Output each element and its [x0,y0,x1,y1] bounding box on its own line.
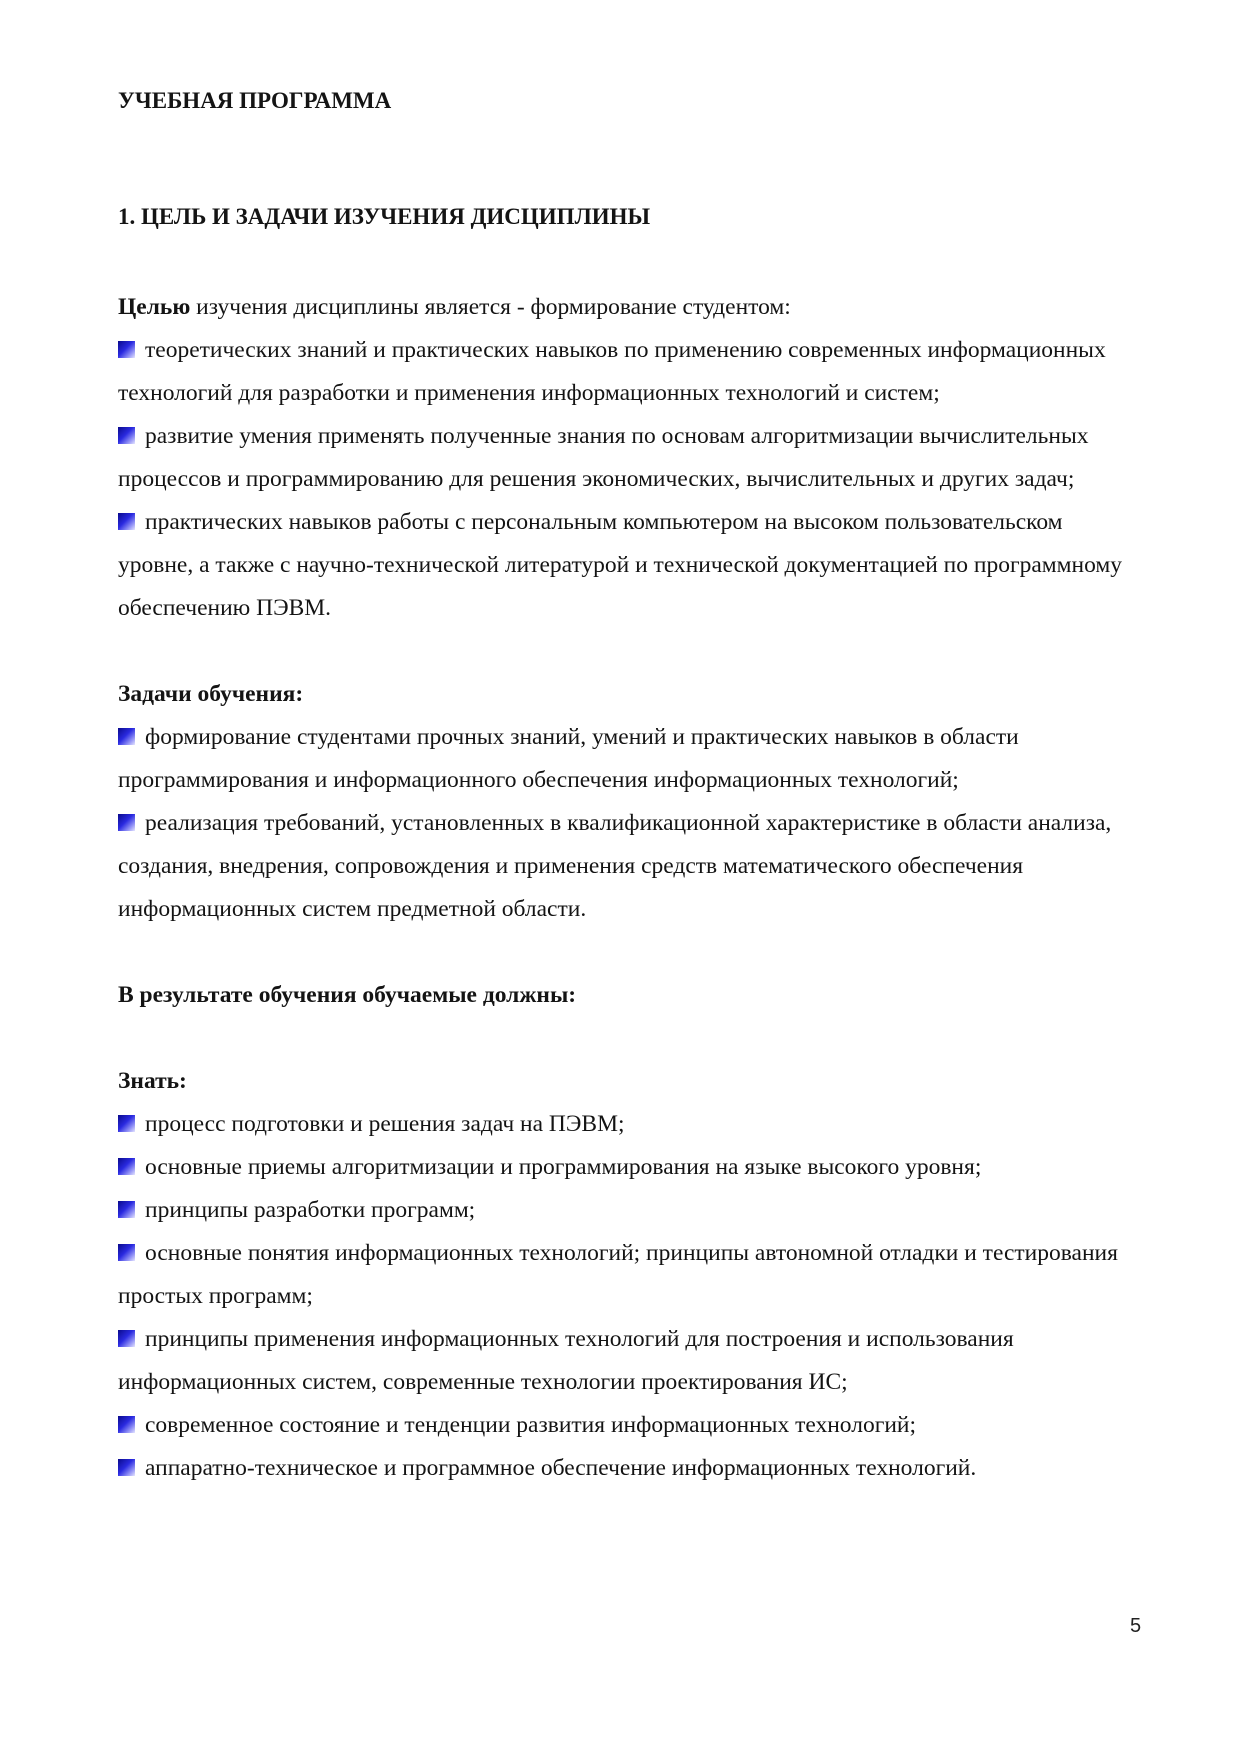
bullet-icon [118,427,135,444]
goal-list-item [118,329,1128,415]
bullet-icon [118,1459,135,1476]
goal-intro [118,286,1128,329]
bullet-icon [118,1244,135,1261]
tasks-list-item [118,716,1128,802]
know-heading: Знать: [118,1068,187,1094]
bullet-icon [118,1158,135,1175]
goal-lead-bold: Целью [118,294,191,320]
goal-list-item [118,501,1128,630]
results-heading: В результате обучения обучаемые должны: [118,982,577,1008]
tasks-list-item [118,802,1128,931]
bullet-icon [118,1330,135,1347]
know-list-item [118,1103,1128,1146]
goal-item-text: теоретических знаний и практических навыков по применению современных информационных технологий для разработки и применения информационных технологий и систем; [118,337,1106,406]
know-list-item [118,1232,1128,1318]
bullet-icon [118,728,135,745]
know-list-item [118,1447,1128,1490]
bullet-icon [118,341,135,358]
tasks-item-text: реализация требований, установленных в квалификационной характеристике в области анализа, создания, внедрения, сопровождения и применения средств математического обеспечения информационных систем предметной области. [118,810,1112,922]
tasks-heading: Задачи обучения: [118,681,304,707]
bullet-icon [118,1115,135,1132]
bullet-icon [118,814,135,831]
know-item-text: основные понятия информационных технологий; принципы автономной отладки и тестирования простых программ; [118,1240,1118,1309]
goal-lead-text: изучения дисциплины является - формирование студентом: [190,294,791,320]
know-list-item [118,1318,1128,1404]
bullet-icon [118,1201,135,1218]
know-item-text: принципы применения информационных технологий для построения и использования информационных систем, современные технологии проектирования ИС; [118,1326,1014,1395]
know-item-text: процесс подготовки и решения задач на ПЭВМ; [145,1111,625,1137]
know-list-item [118,1404,1128,1447]
goal-list-item [118,415,1128,501]
goal-item-text: развитие умения применять полученные знания по основам алгоритмизации вычислительных процессов и программированию для решения экономических, вычислительных и других задач; [118,423,1089,492]
know-item-text: принципы разработки программ; [145,1197,476,1223]
document-title: УЧЕБНАЯ ПРОГРАММА [118,88,392,113]
goal-item-text: практических навыков работы с персональным компьютером на высоком пользовательском уровне, а также с научно-технической литературой и технической документацией по программному обеспечению ПЭВМ. [118,509,1123,621]
page-number: 5 [1130,1615,1142,1637]
know-item-text: аппаратно-техническое и программное обеспечение информационных технологий. [145,1455,977,1481]
know-item-text: основные приемы алгоритмизации и программирования на языке высокого уровня; [145,1154,982,1180]
tasks-item-text: формирование студентами прочных знаний, умений и практических навыков в области программирования и информационного обеспечения информационных технологий; [118,724,1019,793]
know-list-item [118,1146,1128,1189]
know-item-text: современное состояние и тенденции развития информационных технологий; [145,1412,917,1438]
section-title: 1. ЦЕЛЬ И ЗАДАЧИ ИЗУЧЕНИЯ ДИСЦИПЛИНЫ [118,204,651,229]
bullet-icon [118,1416,135,1433]
know-list-item [118,1189,1128,1232]
document-content [118,86,1128,1490]
bullet-icon [118,513,135,530]
